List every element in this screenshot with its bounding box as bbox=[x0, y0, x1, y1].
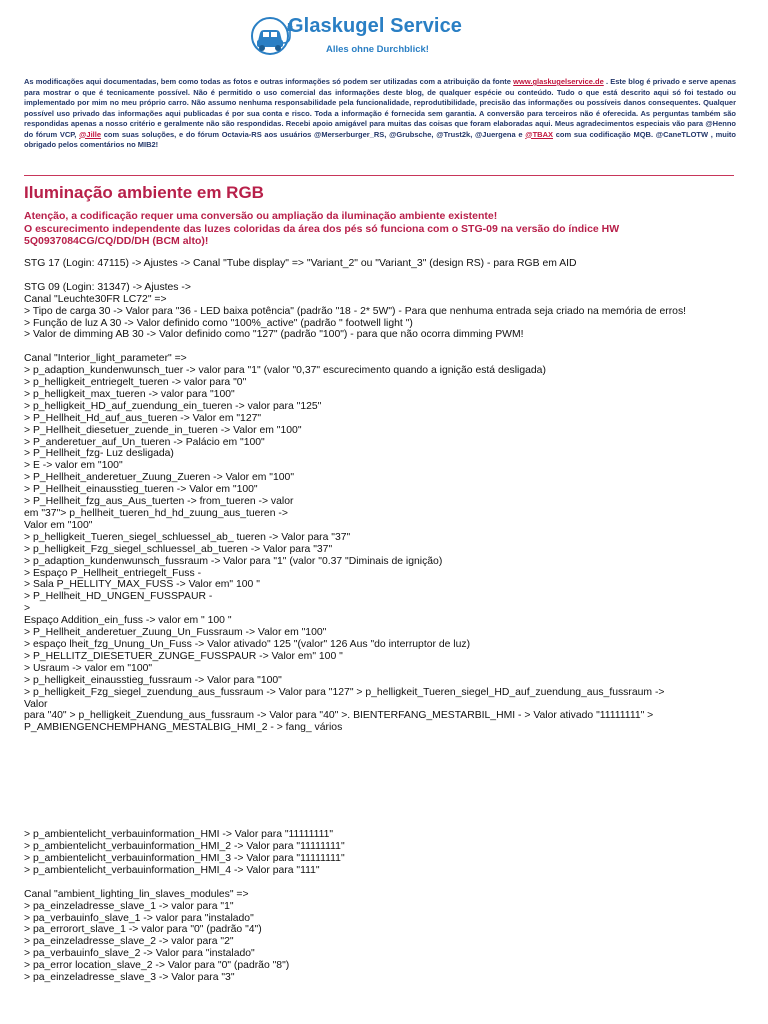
article-body bbox=[24, 258, 740, 984]
text-line: Valor em "100" bbox=[24, 519, 93, 531]
text-line: > p_helligkeit_HD_auf_zuendung_ein_tueren -> valor para "125" bbox=[24, 400, 322, 412]
site-logo[interactable] bbox=[250, 10, 530, 68]
text-line: > p_ambientelicht_verbauinformation_HMI_3 -> Valor para "11111111" bbox=[24, 853, 345, 865]
text-line: > pa_verbauinfo_slave_2 -> Valor para "instalado" bbox=[24, 948, 255, 960]
text-line: STG 09 (Login: 31347) -> Ajustes -> bbox=[24, 281, 191, 293]
text-line: > E -> valor em "100" bbox=[24, 460, 123, 472]
text-line: > pa_einzeladresse_slave_2 -> valor para "2" bbox=[24, 936, 234, 948]
text-line: > P_Hellheit_einausstieg_tueren -> Valor em "100" bbox=[24, 484, 258, 496]
logo-subtitle: Alles ohne Durchblick! bbox=[326, 44, 429, 55]
text-line: > Valor de dimming AB 30 -> Valor definido como "127" (padrão "100") - para que não ocorra dimming PWM! bbox=[24, 329, 524, 341]
text-line: > P_anderetuer_auf_Un_tueren -> Palácio em "100" bbox=[24, 436, 265, 448]
user-link-jille[interactable]: @Jille bbox=[79, 129, 102, 139]
text-line: > p_adaption_kundenwunsch_fussraum -> Valor para "1" (valor "0.37 "Diminais de ignição) bbox=[24, 555, 443, 567]
text-line: > pa_error location_slave_2 -> Valor para "0" (padrão "8") bbox=[24, 960, 290, 972]
article-title: Iluminação ambiente em RGB bbox=[24, 183, 264, 202]
text-line: > pa_einzeladresse_slave_1 -> valor para "1" bbox=[24, 900, 234, 912]
text-line: > p_ambientelicht_verbauinformation_HMI_2 -> Valor para "11111111" bbox=[24, 841, 345, 853]
text-line: > P_Hellheit_fzg- Luz desligada) bbox=[24, 448, 174, 460]
warning-notice bbox=[24, 210, 736, 248]
text-line: > pa_errorort_slave_1 -> valor para "0" (padrão "4") bbox=[24, 924, 262, 936]
disclaimer-text: As modificações aqui documentadas, bem como todas as fotos e outras informações só podem ser utilizadas com a atribuição da fonte www.glaskugelservice.de . Este blog é privado e serve apenas para mostrar o que é tecnicamente possível. Não é permitido o uso comercial das informações deste blog, de qualquer espécie ou conteúdo. Tudo o que está descrito aqui só foi testado ou implementado por mim no meu próprio carro. Não assumo nenhuma responsabilidade pela funcionalidade, reprodutibilidade, precisão das informações ou possíveis danos consequentes. Qualquer possível uso privado das informações aqui publicadas é por sua conta e risco. Toda a informação é fornecida sem garantia. A conversão para terceiros não é oferecida. As perguntas também são respondidas apenas a nosso critério e geralmente não são respondidas. Recebi apoio amigável para muitas das coisas que foram elaboradas aqui. Meus agradecimentos especiais vão para @Henno do fórum VCP, @Jille com suas soluções, e do fórum Octavia-RS aos usuários @Merserburger_RS, @Grubsche, @Trust2k, @Juergena e @TBAX com sua codificação MQB. @CaneTLOTW , muito obrigado pelos comentários no MIB2! bbox=[24, 77, 736, 149]
text-line: > bbox=[24, 603, 31, 615]
text-line: para "40" > p_helligkeit_Zuendung_aus_fussraum -> Valor para "40" >. BIENTERFANG_MESTARBIL_HMI - > Valor ativado "11111111" > bbox=[24, 710, 654, 722]
text-line: > p_ambientelicht_verbauinformation_HMI_4 -> Valor para "111" bbox=[24, 864, 320, 876]
text-line: > P_HELLITZ_DIESETUER_ZUNGE_FUSSPAUR -> Valor em" 100 " bbox=[24, 650, 343, 662]
text-line: > P_Hellheit_fzg_aus_Aus_tuerten -> from_tueren -> valor bbox=[24, 496, 294, 508]
text-line: > p_helligkeit_Fzg_siegel_zuendung_aus_fussraum -> Valor para "127" > p_helligkeit_Tueren_siegel_HD_auf_zuendung_aus_fussraum -> bbox=[24, 686, 665, 698]
warning-line: Atenção, a codificação requer uma conversão ou ampliação da iluminação ambiente existente! bbox=[24, 210, 498, 222]
text-line: > p_ambientelicht_verbauinformation_HMI -> Valor para "11111111" bbox=[24, 829, 334, 841]
text-line: > p_adaption_kundenwunsch_tuer -> valor para "1" (valor "0,37" escurecimento quando a ignição está desligada) bbox=[24, 365, 546, 377]
text-line: Canal "ambient_lighting_lin_slaves_modules" => bbox=[24, 888, 249, 900]
text-line: > Sala P_HELLITY_MAX_FUSS -> Valor em" 100 " bbox=[24, 579, 260, 591]
text-line: STG 17 (Login: 47115) -> Ajustes -> Canal "Tube display" => "Variant_2" ou "Variant_3" (design RS) - para RGB em AID bbox=[24, 258, 577, 269]
logo-title: Glaskugel Service bbox=[288, 15, 463, 37]
text-line: > P_Hellheit_Hd_auf_aus_tueren -> Valor em "127" bbox=[24, 412, 262, 424]
text-line: > Espaço P_Hellheit_entriegelt_Fuss - bbox=[24, 567, 202, 579]
text-line: Espaço Addition_ein_fuss -> valor em " 100 " bbox=[24, 615, 232, 627]
text-line: > P_Hellheit_anderetuer_Zuung_Zueren -> Valor em "100" bbox=[24, 472, 295, 484]
user-link-tbax[interactable]: @TBAX bbox=[525, 129, 553, 139]
text-line: > P_Hellheit_anderetuer_Zuung_Un_Fussraum -> Valor em "100" bbox=[24, 627, 327, 639]
text-line: Canal "Interior_light_parameter" => bbox=[24, 353, 187, 365]
text-line: > p_helligkeit_max_tueren -> valor para "100" bbox=[24, 388, 235, 400]
text-line: > pa_verbauinfo_slave_1 -> valor para "instalado" bbox=[24, 912, 254, 924]
warning-line: O escurecimento independente das luzes coloridas da área dos pés só funciona com o STG-09 na versão do índice HW 5Q0937084CG/CQ/DD/DH (BCM alto)! bbox=[24, 222, 620, 248]
text-line: > p_helligkeit_Tueren_siegel_schluessel_ab_ tueren -> Valor para "37" bbox=[24, 531, 351, 543]
text-line: > p_helligkeit_entriegelt_tueren -> valor para "0" bbox=[24, 377, 247, 389]
text-line: > Função de luz A 30 -> Valor definido como "100%_active" (padrão " footwell light ") bbox=[24, 317, 413, 329]
text-line: > p_helligkeit_einausstieg_fussraum -> Valor para "100" bbox=[24, 674, 282, 686]
text-line: Canal "Leuchte30FR LC72" => bbox=[24, 293, 167, 305]
text-line: P_AMBIENGENCHEMPHANG_MESTALBIG_HMI_2 - > fang_ vários bbox=[24, 722, 343, 734]
text-line: > P_Hellheit_HD_UNGEN_FUSSPAUR - bbox=[24, 591, 213, 603]
text-line: em "37"> p_hellheit_tueren_hd_hd_zuung_aus_tueren -> bbox=[24, 508, 288, 519]
source-link[interactable]: www.glaskugelservice.de bbox=[513, 77, 604, 86]
text-line: > pa_einzeladresse_slave_3 -> Valor para "3" bbox=[24, 972, 235, 984]
text-line: > Tipo de carga 30 -> Valor para "36 - LED baixa potência" (padrão "18 - 2* 5W") - Para que nenhuma entrada seja criado na memória de erros! bbox=[24, 305, 687, 317]
section-divider bbox=[24, 175, 734, 176]
text-line: Valor bbox=[24, 698, 48, 710]
text-line: > P_Hellheit_diesetuer_zuende_in_tueren -> Valor em "100" bbox=[24, 424, 302, 436]
text-line: > p_helligkeit_Fzg_siegel_schluessel_ab_tueren -> Valor para "37" bbox=[24, 543, 333, 555]
text-line: > espaço lheit_fzg_Unung_Un_Fuss -> Valor ativado" 125 "(valor" 126 Aus "do interruptor de luz) bbox=[24, 638, 471, 650]
text-line: > Usraum -> valor em "100" bbox=[24, 662, 153, 674]
